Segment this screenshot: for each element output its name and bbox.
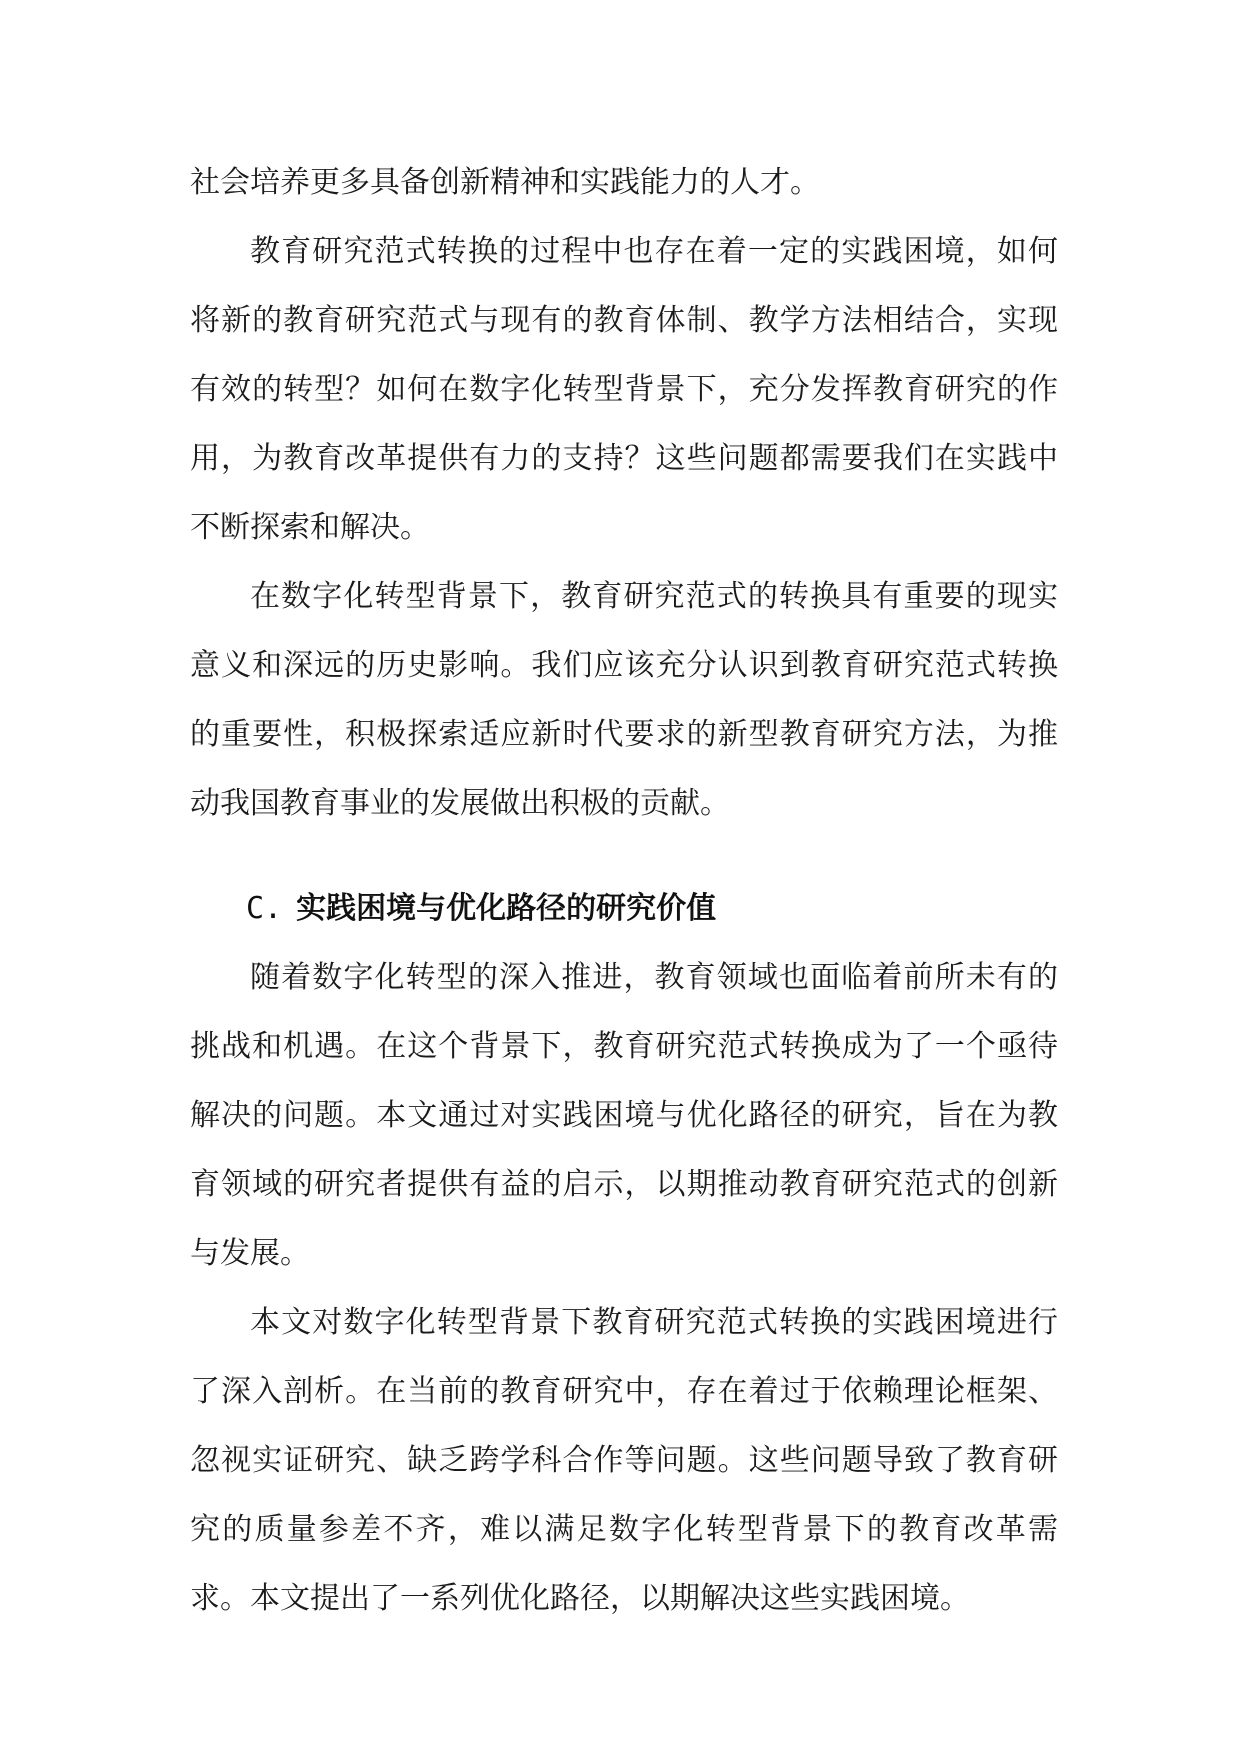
document-body — [190, 148, 1058, 1633]
paragraph: 本文对数字化转型背景下教育研究范式转换的实践困境进行了深入剖析。在当前的教育研究中，存在着过于依赖理论框架、忽视实证研究、缺乏跨学科合作等问题。这些问题导致了教育研究的质量参差不齐，难以满足数字化转型背景下的教育改革需求。本文提出了一系列优化路径，以期解决这些实践困境。 — [190, 1305, 1058, 1616]
section-number: C. — [246, 891, 283, 926]
section-title: 实践困境与优化路径的研究价值 — [296, 891, 717, 926]
paragraph-continued: 社会培养更多具备创新精神和实践能力的人才。 — [190, 165, 820, 200]
paragraph: 在数字化转型背景下，教育研究范式的转换具有重要的现实意义和深远的历史影响。我们应该充分认识到教育研究范式转换的重要性，积极探索适应新时代要求的新型教育研究方法，为推动我国教育事业的发展做出积极的贡献。 — [190, 579, 1058, 821]
paragraph: 教育研究范式转换的过程中也存在着一定的实践困境，如何将新的教育研究范式与现有的教育体制、教学方法相结合，实现有效的转型？如何在数字化转型背景下，充分发挥教育研究的作用，为教育改革提供有力的支持？这些问题都需要我们在实践中不断探索和解决。 — [190, 234, 1058, 545]
paragraph: 随着数字化转型的深入推进，教育领域也面临着前所未有的挑战和机遇。在这个背景下，教育研究范式转换成为了一个亟待解决的问题。本文通过对实践困境与优化路径的研究，旨在为教育领域的研究者提供有益的启示，以期推动教育研究范式的创新与发展。 — [190, 960, 1058, 1271]
section-heading — [190, 874, 1058, 943]
